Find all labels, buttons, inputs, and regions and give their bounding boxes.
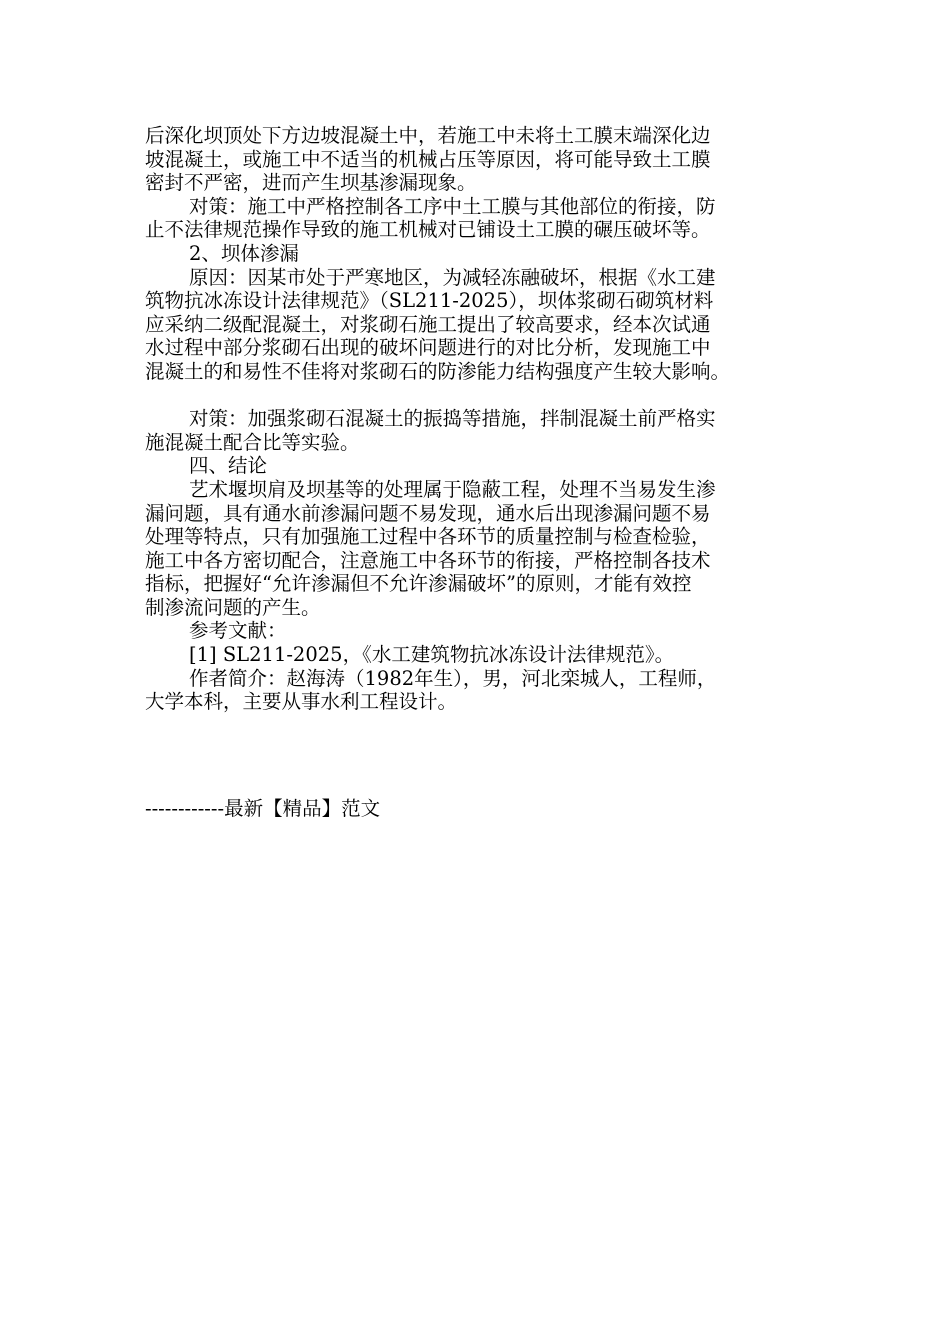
section-heading-conclusion	[145, 454, 815, 478]
paragraph-1	[145, 124, 815, 195]
text-line: 制渗流问题的产生。	[145, 595, 321, 619]
section-heading-dam-body-leakage	[145, 242, 815, 266]
text-line: 对策：加强浆砌石混凝土的振捣等措施，拌制混凝土前严格实	[189, 407, 716, 431]
text-line: 艺术堰坝肩及坝基等的处理属于隐蔽工程，处理不当易发生渗	[189, 477, 716, 501]
text-line: 施混凝土配合比等实验。	[145, 430, 360, 454]
text-line: 水过程中部分浆砌石出现的破坏问题进行的对比分析，发现施工中	[145, 336, 711, 360]
text-line: 止不法律规范操作导致的施工机械对已铺设土工膜的碾压破坏等。	[145, 218, 711, 242]
text-line: 2、坝体渗漏	[189, 241, 299, 265]
text-line: [1] SL211-2025，《水工建筑物抗冰冻设计法律规范》。	[189, 643, 675, 667]
text-line: 密封不严密，进而产生坝基渗漏现象。	[145, 171, 477, 195]
text-line: 施工中各方密切配合，注意施工中各环节的衔接，严格控制各技术	[145, 548, 711, 572]
text-line: 混凝土的和易性不佳将对浆砌石的防渗能力结构强度产生较大影响。	[145, 359, 731, 383]
text-line: 作者简介：赵海涛（1982年生），男，河北栾城人，工程师，	[189, 666, 717, 690]
text-line: 处理等特点，只有加强施工过程中各环节的质量控制与检查检验，	[145, 525, 711, 549]
text-line: 对策：施工中严格控制各工序中土工膜与其他部位的衔接，防	[189, 194, 716, 218]
paragraph-4	[145, 266, 815, 384]
page-footer: ------------最新【精品】范文	[145, 797, 381, 820]
text-line: 参考文献：	[189, 619, 287, 643]
paragraph-7	[145, 478, 815, 620]
text-line: 指标，把握好“允许渗漏但不允许渗漏破坏”的原则，才能有效控	[145, 572, 692, 596]
text-line: 漏问题，具有通水前渗漏问题不易发现，通水后出现渗漏问题不易	[145, 501, 711, 525]
references-heading	[145, 619, 815, 643]
author-bio	[145, 667, 815, 714]
paragraph-2	[145, 195, 815, 242]
text-line: 四、结论	[189, 454, 268, 478]
document-body	[145, 124, 815, 714]
text-line: 原因：因某市处于严寒地区，为减轻冻融破坏，根据《水工建	[189, 265, 716, 289]
text-line: 应采纳二级配混凝土，对浆砌石施工提出了较高要求，经本次试通	[145, 312, 711, 336]
text-line: 后深化坝顶处下方边坡混凝土中，若施工中未将土工膜末端深化边	[145, 124, 711, 147]
blank-line	[145, 384, 815, 408]
text-line: 大学本科，主要从事水利工程设计。	[145, 690, 458, 714]
paragraph-5	[145, 407, 815, 454]
reference-item	[145, 643, 815, 667]
text-line: 筑物抗冰冻设计法律规范》（SL211-2025），坝体浆砌石砌筑材料	[145, 289, 714, 313]
text-line: 坡混凝土，或施工中不适当的机械占压等原因，将可能导致土工膜	[145, 147, 711, 171]
